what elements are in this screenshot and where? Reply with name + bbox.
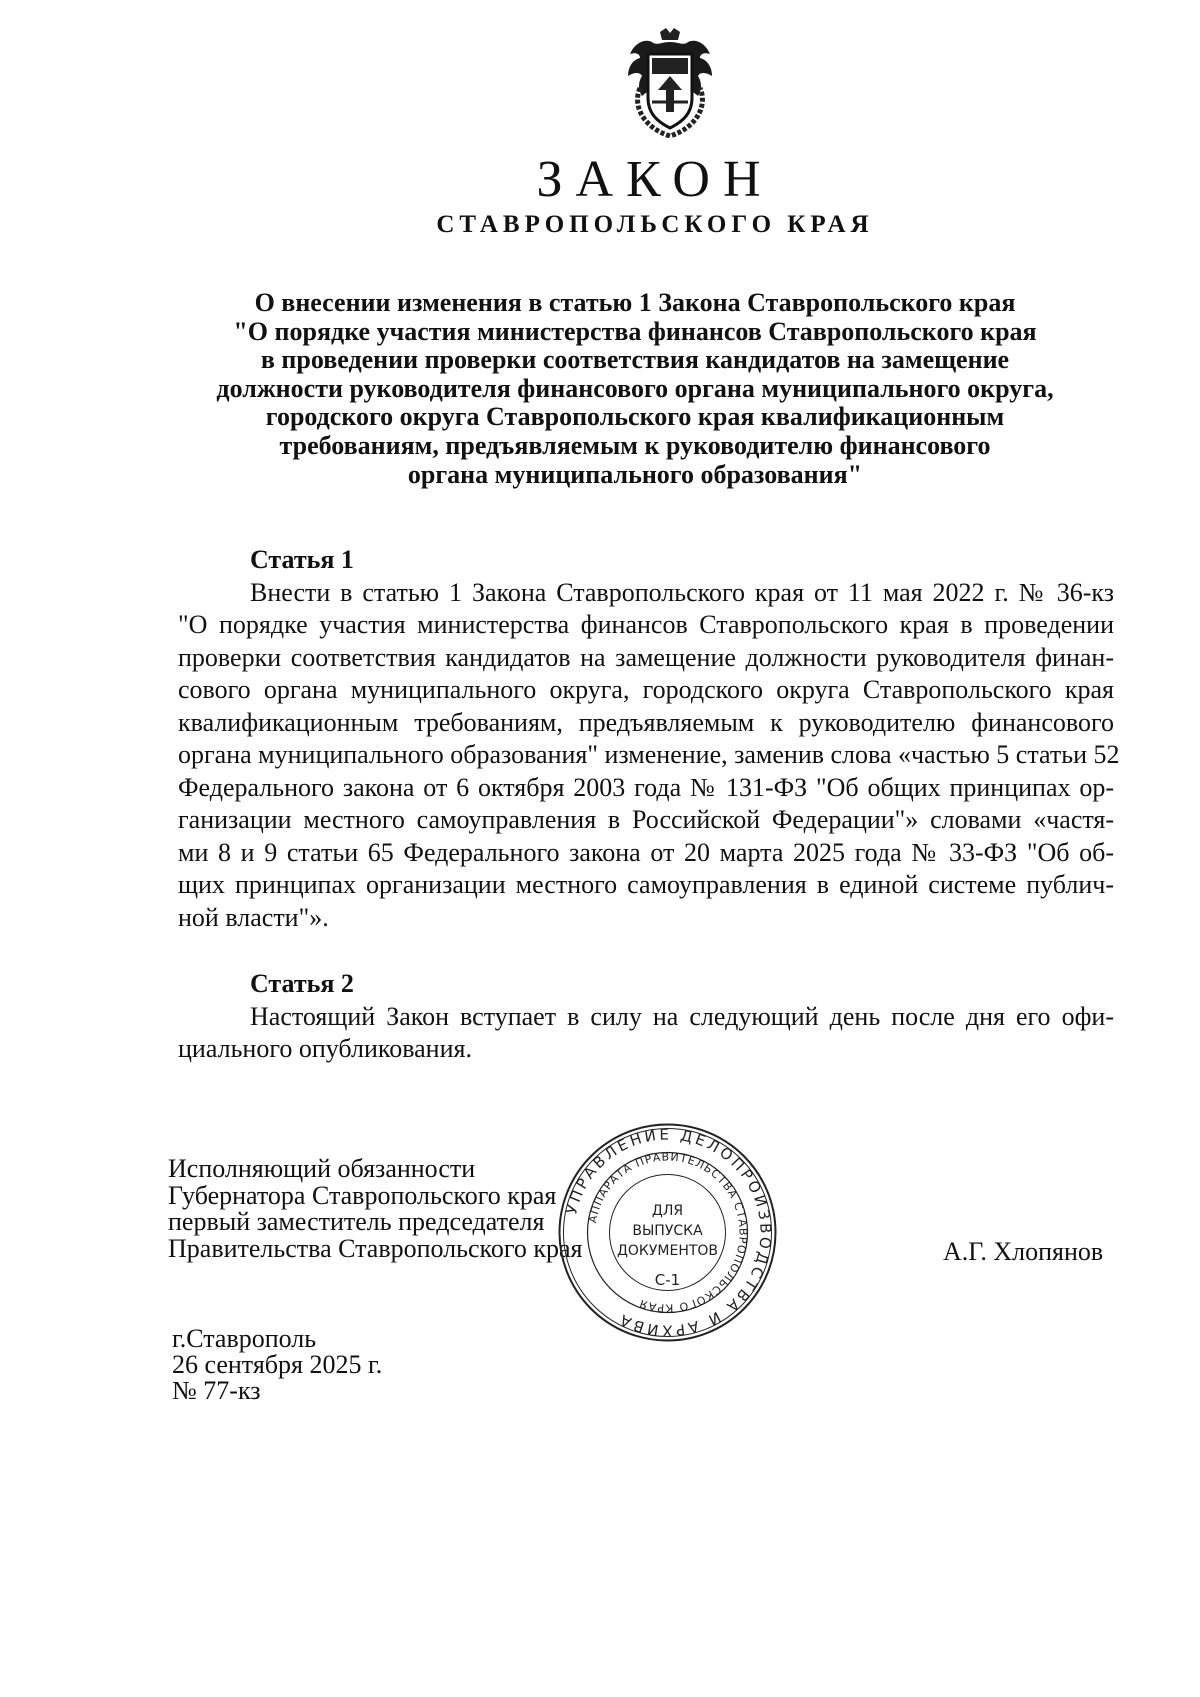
article-1-line: Федерального закона от 6 октября 2003 года № 131-ФЗ "Об общих принципах ор-: [178, 772, 1114, 802]
article-1-line: проверки соответствия кандидатов на замещение должности руководителя финан-: [178, 642, 1114, 672]
place-city: г.Ставрополь: [172, 1324, 317, 1353]
heading-line: "О порядке участия министерства финансов Ставропольского края: [233, 316, 1037, 346]
official-stamp-icon: [555, 1120, 780, 1345]
signer-position-line: Губернатора Ставропольского края: [168, 1180, 557, 1210]
signer-position-line: первый заместитель председателя: [168, 1207, 545, 1236]
signer-position: [168, 1156, 583, 1262]
law-date: 26 сентября 2025 г.: [172, 1350, 383, 1379]
heading-line: требованиям, предъявляемым к руководителю финансового: [279, 430, 991, 460]
heading-line: О внесении изменения в статью 1 Закона Ставропольского края: [254, 288, 1016, 317]
document-type-title: ЗАКОН: [536, 151, 774, 208]
signer-position-line: Правительства Ставропольского края: [168, 1233, 583, 1263]
article-1-line: ганизации местного самоуправления в Российской Федерации"» словами «частя-: [178, 805, 1114, 834]
article-1-line: ми 8 и 9 статьи 65 Федерального закона от 20 марта 2025 года № 33-ФЗ "Об об-: [178, 837, 1114, 867]
article-1-line: Внести в статью 1 Закона Ставропольского края от 11 мая 2022 г. № 36-кз: [250, 577, 1114, 607]
article-1-line: ной власти"».: [178, 902, 329, 932]
stamp-center-line: ВЫПУСКА: [632, 1223, 703, 1239]
heading-line: должности руководителя финансового органа муниципального округа,: [216, 373, 1054, 403]
law-heading: [150, 289, 1120, 489]
article-1-line: сового органа муниципального округа, городского округа Ставропольского края: [178, 675, 1114, 704]
signer-position-line: Исполняющий обязанности: [168, 1154, 476, 1183]
heading-line: городского округа Ставропольского края квалификационным: [265, 402, 1005, 432]
article-1-line: органа муниципального образования" изменение, заменив слова «частью 5 статьи 52: [178, 740, 1120, 769]
article-1-title: Статья 1: [250, 545, 354, 574]
stamp-outer-text: УПРАВЛЕНИЕ ДЕЛОПРОИЗВОДСТВА И АРХИВА: [562, 1125, 775, 1340]
article-2-title: Статья 2: [250, 969, 354, 998]
stavropol-coat-of-arms-icon: [622, 28, 718, 138]
place-and-date-block: [172, 1326, 382, 1404]
article-1-line: квалификационным требованиям, предъявляемым к руководителю финансового: [178, 707, 1114, 737]
document-issuer-subtitle: СТАВРОПОЛЬСКОГО КРАЯ: [436, 211, 874, 238]
stamp-inner-text: АППАРАТА ПРАВИТЕЛЬСТВА СТАВРОПОЛЬСКОГО КРАЯ: [586, 1150, 750, 1315]
article-1-line: щих принципах организации местного самоуправления в единой системе публич-: [178, 870, 1114, 899]
heading-line: в проведении проверки соответствия кандидатов на замещение: [260, 345, 1010, 375]
article-2-line: Настоящий Закон вступает в силу на следующий день после дня его офи-: [250, 1001, 1114, 1031]
heading-line: органа муниципального образования": [407, 459, 863, 489]
article-1-line: "О порядке участия министерства финансов Ставропольского края в проведении: [178, 610, 1114, 639]
stamp-center-line: ДЛЯ: [651, 1203, 684, 1219]
law-number: № 77-кз: [172, 1376, 261, 1405]
stamp-center-line: ДОКУМЕНТОВ: [616, 1243, 719, 1259]
signer-name: А.Г. Хлопянов: [943, 1237, 1104, 1266]
stamp-code: С-1: [654, 1271, 681, 1289]
article-1: [178, 544, 1120, 934]
article-2-line: циального опубликования.: [178, 1034, 472, 1063]
article-2: [178, 968, 1114, 1066]
